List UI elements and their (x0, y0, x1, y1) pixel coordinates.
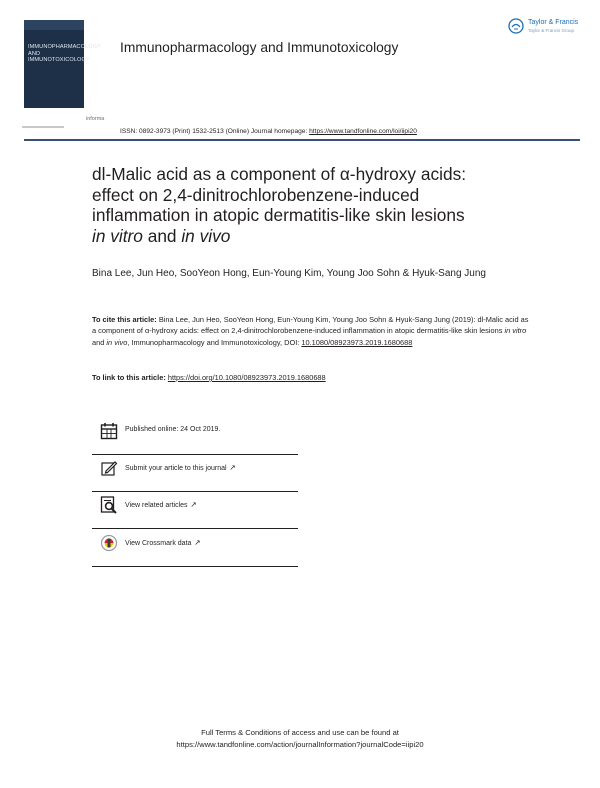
cover-text: IMMUNOPHARMACOLOGY AND IMMUNOTOXICOLOGY (28, 44, 101, 64)
citation-in-vitro: in vitro (504, 326, 527, 336)
article-doi-link[interactable]: https://doi.org/10.1080/08923973.2019.1680688 (167, 373, 326, 382)
journal-title: Immunopharmacology and Immunotoxicology (120, 40, 399, 55)
article-title (92, 164, 562, 246)
citation-and: and (92, 337, 107, 347)
crossmark-icon (100, 534, 118, 552)
crossmark-row[interactable] (92, 530, 298, 567)
publisher-group: Taylor & Francis Group (528, 28, 575, 33)
informa-logo: informa (86, 116, 105, 122)
row-divider (92, 528, 298, 529)
citation-in-vivo: in vivo (106, 337, 128, 347)
cover-caption-line (22, 126, 64, 128)
footer-terms-link[interactable]: https://www.tandfonline.com/action/journalInformation?journalCode=iipi20 (176, 740, 424, 749)
publisher-logo-icon (508, 18, 524, 34)
article-link-line (92, 373, 326, 382)
article-authors: Bina Lee, Jun Heo, SooYeon Hong, Eun-Young Kim, Young Joo Sohn & Hyuk-Sang Jung (92, 268, 486, 279)
submit-article-label-wrap (125, 463, 236, 472)
title-in-vivo: in vivo (181, 225, 231, 246)
title-line-2: effect on 2,4-dinitrochlorobenzene-induced (92, 184, 420, 205)
publisher-logo (508, 16, 592, 38)
title-line-3: inflammation in atopic dermatitis-like skin lesions (92, 205, 465, 226)
external-link-icon: ↗ (190, 500, 197, 509)
title-in-vitro: in vitro (92, 225, 143, 246)
crossmark-label-wrap (125, 538, 201, 547)
issn-line (120, 128, 417, 135)
citation-text-2: , Immunopharmacology and Immunotoxicology, DOI: (127, 337, 302, 347)
link-label: To link to this article: (92, 373, 168, 382)
submit-article-link[interactable]: Submit your article to this journal (125, 465, 227, 472)
citation-label: To cite this article: (92, 315, 157, 324)
journal-homepage-link[interactable]: https://www.tandfonline.com/loi/iipi20 (309, 128, 417, 135)
external-link-icon: ↗ (229, 463, 236, 472)
publisher-name: Taylor & Francis (528, 19, 579, 26)
row-divider (92, 566, 298, 567)
doi-link[interactable]: 10.1080/08923973.2019.1680688 (301, 337, 413, 347)
title-and: and (142, 225, 182, 246)
crossmark-link[interactable]: View Crossmark data (125, 540, 192, 547)
issn-text: ISSN: 0892-3973 (Print) 1532-2513 (Online) Journal homepage: (120, 128, 310, 135)
external-link-icon: ↗ (194, 538, 201, 547)
published-online-text: Published online: 24 Oct 2019. (125, 426, 221, 433)
header-divider (24, 139, 580, 141)
title-line-4 (92, 226, 562, 247)
related-articles-label-wrap (125, 500, 197, 509)
related-articles-link[interactable]: View related articles (125, 502, 188, 509)
citation-block (92, 314, 532, 348)
footer-terms-text: Full Terms & Conditions of access and use can be found at (201, 728, 399, 737)
related-articles-row[interactable] (92, 492, 298, 529)
magnifier-icon (100, 496, 118, 514)
title-line-1: dl-Malic acid as a component of α-hydroxy acids: (92, 164, 467, 184)
calendar-icon (100, 422, 118, 440)
journal-cover-image (24, 20, 101, 108)
citation-text: Bina Lee, Jun Heo, SooYeon Hong, Eun-Young Kim, Young Joo Sohn & Hyuk-Sang Jung (2019): dl-Malic acid as a component of α-hydroxy acids: effect on 2,4-dinitrochlorobenzene-induced inflammation in atopic dermatitis-like skin lesions (92, 315, 529, 336)
submit-article-row[interactable] (92, 455, 298, 492)
cover-stripe (24, 20, 84, 30)
pencil-icon (100, 459, 118, 477)
published-online-row (92, 418, 298, 455)
